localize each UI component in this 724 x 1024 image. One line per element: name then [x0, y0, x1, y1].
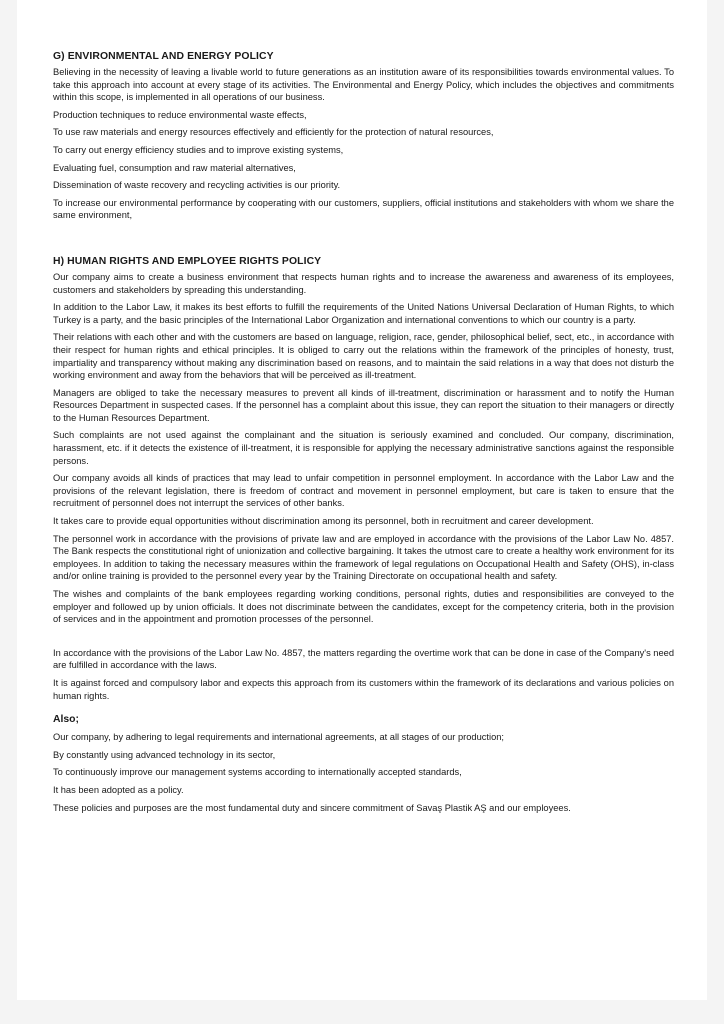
paragraph: Managers are obliged to take the necessary measures to prevent all kinds of ill-treatment, discrimination or harassment and to notify the Human Resources Department in suspected cases. If the personnel has a complaint about this issue, they can report the situation to their managers or directly to the Human Resources Department. — [53, 387, 674, 423]
paragraph: It has been adopted as a policy. — [53, 784, 184, 795]
document-page — [17, 0, 707, 1000]
paragraph: To carry out energy efficiency studies and to improve existing systems, — [53, 144, 344, 155]
paragraph: Our company, by adhering to legal requirements and international agreements, at all stages of our production; — [53, 732, 504, 743]
paragraph: These policies and purposes are the most fundamental duty and sincere commitment of Savaş Plastik AŞ and our employees. — [53, 802, 571, 813]
paragraph: To continuously improve our management systems according to internationally accepted standards, — [53, 767, 462, 778]
paragraph: The personnel work in accordance with the provisions of private law and are employed in accordance with the provisions of the Labor Law No. 4857. The Bank respects the constitutional right of unionization and collective bargaining. It takes the utmost care to create a healthy work environment for its employees. In addition to taking the necessary measures within the framework of legal regulations on Occupational Health and Safety (OHS), in-class and/or online training is provided to the personnel every year by the Training Directorate on occupational health and safety. — [53, 533, 674, 582]
paragraph: To increase our environmental performance by cooperating with our customers, suppliers, official institutions and stakeholders with whom we share the same environment, — [53, 197, 674, 221]
section-heading: H) HUMAN RIGHTS AND EMPLOYEE RIGHTS POLICY — [53, 255, 322, 267]
section-heading: Also; — [53, 714, 79, 726]
paragraph: Such complaints are not used against the complainant and the situation is seriously examined and concluded. Our company, discrimination, harassment, etc. if it detects the existence of ill-treatment, it is responsible for applying the necessary administrative sanctions against the responsible persons. — [53, 430, 674, 466]
paragraph: It takes care to provide equal opportunities without discrimination among its personnel, both in recruitment and career development. — [53, 516, 594, 527]
section-human-rights-policy — [53, 255, 674, 702]
paragraph: Dissemination of waste recovery and recycling activities is our priority. — [53, 180, 341, 191]
paragraph: By constantly using advanced technology in its sector, — [53, 749, 276, 760]
paragraph: Our company avoids all kinds of practices that may lead to unfair competition in personnel employment. In accordance with the Labor Law and the provisions of the relevant legislation, there is freedom of contract and movement in personnel employment, but care is taken to ensure that the recruitment of personnel does not interrupt the services of other banks. — [53, 473, 674, 509]
paragraph: Production techniques to reduce environmental waste effects, — [53, 109, 307, 120]
section-environmental-policy — [53, 50, 674, 222]
paragraph: Their relations with each other and with the customers are based on language, religion, race, gender, philosophical belief, sect, etc., in accordance with their respect for human rights and ethical principles. It is obliged to carry out the relations within the framework of the principles of honesty, trust, impartiality and transparency without making any discrimination based on reasons, and to maintain the said relations in a way that does not disturb the working environment and away from the behaviors that will be perceived as ill-treatment. — [53, 332, 674, 381]
section-spacer — [53, 227, 674, 255]
paragraph: It is against forced and compulsory labor and expects this approach from its customers within the framework of its declarations and various policies on human rights. — [53, 677, 674, 701]
paragraph: The wishes and complaints of the bank employees regarding working conditions, personal rights, duties and responsibilities are conveyed to the employer and followed up by union officials. It does not discriminate between the candidates, except for the competency criteria, both in the provision of services and in the appointment and promotion processes of the personnel. — [53, 589, 674, 625]
paragraph: To use raw materials and energy resources effectively and efficiently for the protection of natural resources, — [53, 127, 494, 138]
section-heading: G) ENVIRONMENTAL AND ENERGY POLICY — [53, 51, 274, 62]
paragraph: In addition to the Labor Law, it makes its best efforts to fulfill the requirements of the United Nations Universal Declaration of Human Rights, to which Turkey is a party, and the basic principles of the International Labor Organization and international conventions to which our country is a party. — [53, 302, 674, 325]
paragraph-spacer — [53, 631, 674, 647]
paragraph: Believing in the necessity of leaving a livable world to future generations as an institution aware of its responsibilities towards environmental values. To take this approach into account at every stage of its activities. The Environmental and Energy Policy, which includes the objectives and commitments within this scope, is implemented in all operations of our business. — [53, 67, 674, 103]
section-also — [53, 713, 674, 814]
paragraph: Our company aims to create a business environment that respects human rights and to increase the awareness and awareness of its employees, customers and stakeholders by spreading this understanding. — [53, 271, 674, 295]
paragraph: Evaluating fuel, consumption and raw material alternatives, — [53, 162, 296, 173]
paragraph: In accordance with the provisions of the Labor Law No. 4857, the matters regarding the overtime work that can be done in case of the Company's need are fulfilled in accordance with the laws. — [53, 647, 674, 671]
